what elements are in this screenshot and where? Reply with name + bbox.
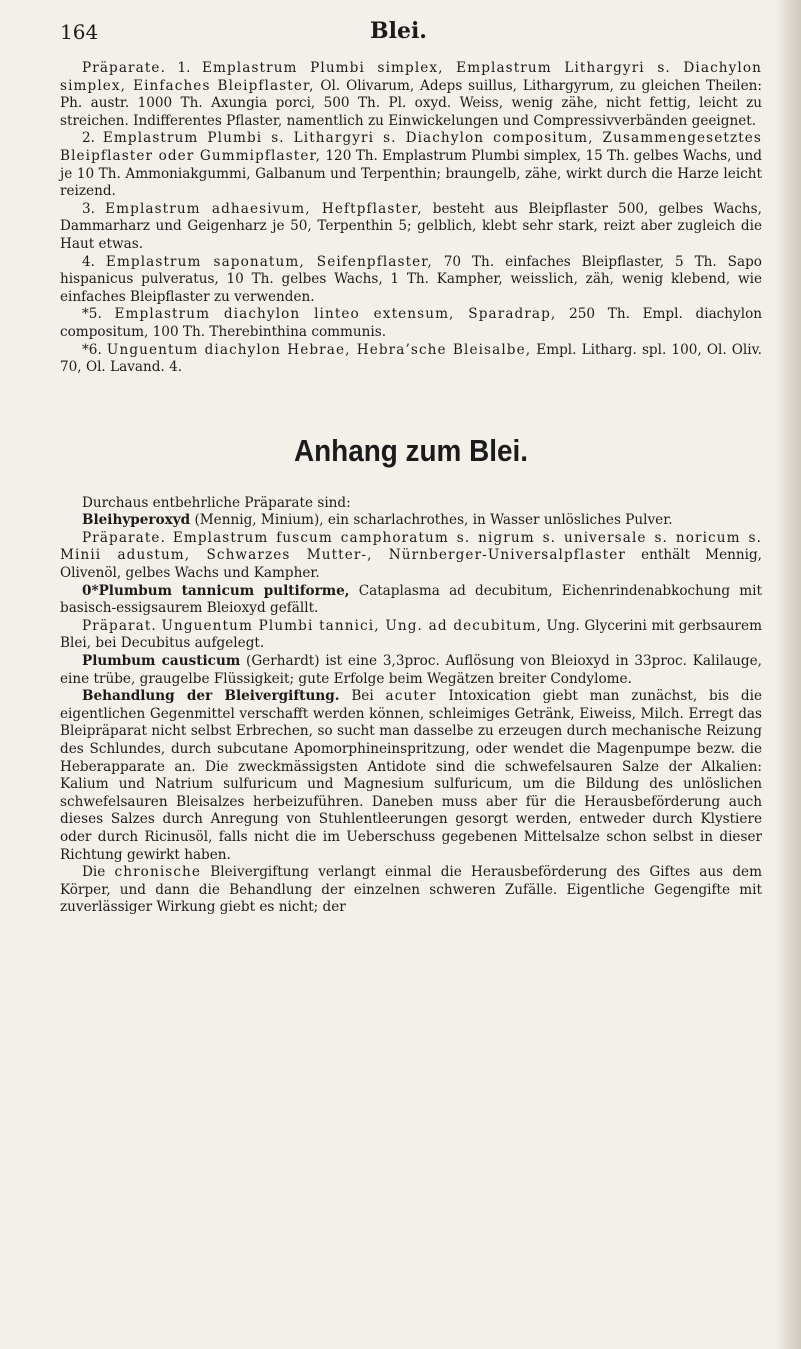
appendix-chronic: Die chronische Bleivergiftung verlangt einmal die Herausbeförderung des Giftes aus dem Körper, und dann die Behandlung der einzelnen schweren Zufälle. Eigentliche Gegengifte mit zuverlässiger Wirkung giebt es nicht; der [60, 864, 762, 916]
preparation-4: 4. Emplastrum saponatum, Seifenpflaster, 70 Th. einfaches Bleipflaster, 5 Th. Sapo hispanicus pulveratus, 10 Th. gelbes Wachs, 1 Th. Kampher, weisslich, zäh, wenig klebend, wie einfaches Bleipflaster zu verwenden. [60, 253, 762, 305]
appendix-intro: Durchaus entbehrliche Präparate sind: [82, 494, 351, 511]
appendix-plumbum-causticum: Plumbum causticum (Gerhardt) ist eine 3,3proc. Auflösung von Bleioxyd in 33proc. Kalilauge, eine trübe, graugelbe Flüssigkeit; gute Erfolge beim Wegätzen breiter Condylome. [60, 653, 762, 687]
page-body [60, 60, 762, 917]
page-edge-shadow [775, 0, 801, 1349]
appendix-bleihyperoxyd: Bleihyperoxyd (Mennig, Minium), ein scharlachrothes, in Wasser unlösliches Pulver. [82, 512, 673, 529]
page-header [60, 20, 760, 50]
appendix-preparation: Präparat. Unguentum Plumbi tannici, Ung. ad decubitum, Ung. Glycerini mit gerbsaurem Blei, bei Decubitus aufgelegt. [60, 617, 762, 652]
running-head: Blei. [370, 18, 427, 44]
page-number: 164 [60, 20, 99, 44]
appendix-treatment: Behandlung der Bleivergiftung. Bei acuter Intoxication giebt man zunächst, bis die eigentlichen Gegenmittel verschafft werden können, schleimiges Getränk, Eiweiss, Milch. Erregt das Bleipräparat nicht selbst Erbrechen, so sucht man dasselbe zu erzeugen durch mechanische Reizung des Schlundes, durch subcutane Apomorphineinspritzung, oder wendet die Magenpumpe bezw. die Heberapparate an. Die zweckmässigsten Antidote sind die schwefelsauren Salze der Alkalien: Kalium und Natrium sulfuricum und Magnesium sulfuricum, um die Bildung des unlöslichen schwefelsauren Bleisalzes herbeizuführen. Daneben muss aber für die Herausbeförderung auch dieses Salzes durch Anregung von Stuhlentleerungen gesorgt werden, entweder durch Klystiere oder durch Ricinusöl, falls nicht die im Ueberschuss gegebenen Mittelsalze schon selbst in dieser Richtung gewirkt haben. [60, 688, 762, 863]
preparation-5: *5. Emplastrum diachylon linteo extensum, Sparadrap, 250 Th. Empl. diachylon compositum, 100 Th. Therebinthina communis. [60, 306, 763, 340]
section-heading: Anhang zum Blei. [293, 432, 529, 468]
appendix-preparations: Präparate. Emplastrum fuscum camphoratum s. nigrum s. universale s. noricum s. Minii adustum, Schwarzes Mutter-, Nürnberger-Universalpflaster enthält Mennig, Olivenöl, gelbes Wachs und Kampher. [60, 529, 763, 582]
preparation-1: Präparate. 1. Emplastrum Plumbi simplex, Emplastrum Lithargyri s. Diachylon simplex, Einfaches Bleipflaster, Ol. Olivarum, Adeps suillus, Lithargyrum, zu gleichen Theilen: Ph. austr. 1000 Th. Axungia porci, 500 Th. Pl. oxyd. Weiss, wenig zähe, nicht fettig, leicht zu streichen. Indifferentes Pflaster, namentlich zu Einwickelungen und Compressivverbänden geeignet. [60, 60, 763, 129]
preparation-2: 2. Emplastrum Plumbi s. Lithargyri s. Diachylon compositum, Zusammengesetztes Bleipflaster oder Gummipflaster, 120 Th. Emplastrum Plumbi simplex, 15 Th. gelbes Wachs, und je 10 Th. Ammoniakgummi, Galbanum und Terpenthin; braungelb, zähe, wirkt durch die Harze leicht reizend. [60, 130, 762, 200]
preparation-6: *6. Unguentum diachylon Hebrae, Hebra’sche Bleisalbe, Empl. Litharg. spl. 100, Ol. Oliv. 70, Ol. Lavand. 4. [60, 341, 762, 376]
appendix-plumbum-tannicum: 0*Plumbum tannicum pultiforme, Cataplasma ad decubitum, Eichenrindenabkochung mit basisch-essigsaurem Bleioxyd gefällt. [60, 582, 762, 617]
preparation-3: 3. Emplastrum adhaesivum, Heftpflaster, besteht aus Bleipflaster 500, gelbes Wachs, Dammarharz und Geigenharz je 50, Terpenthin 5; gelblich, klebt sehr stark, reizt aber zugleich die Haut etwas. [60, 200, 762, 252]
